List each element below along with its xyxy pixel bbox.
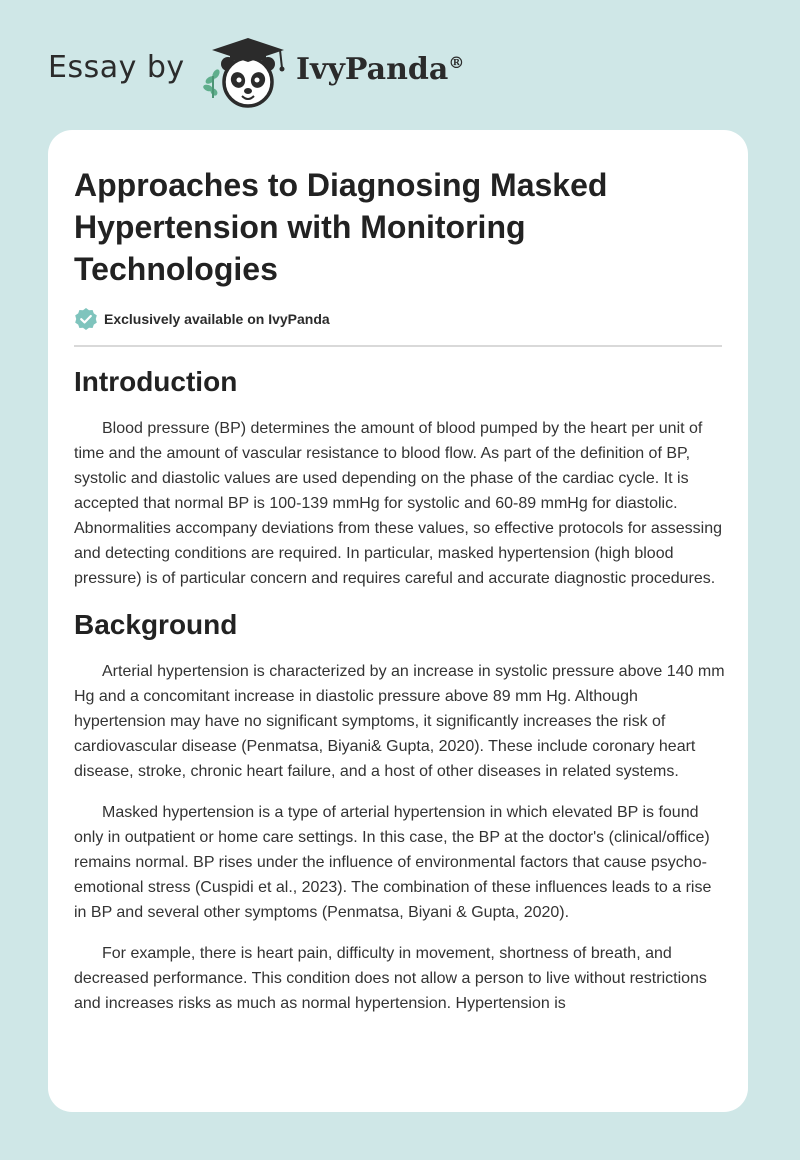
- title-divider: [74, 345, 722, 347]
- brand-prefix: Essay by: [48, 50, 185, 85]
- paragraph: Arterial hypertension is characterized by an increase in systolic pressure above 140 mm Hg and a concomitant increase in diastolic pressure above 89 mm Hg. Although hypertension may have no significant symptoms, it significantly increases the risk of cardiovascular disease (Penmatsa, Biyani& Gupta, 2020). These include coronary heart disease, stroke, chronic heart failure, and a host of other diseases in related systems.: [74, 663, 725, 780]
- article-body: [74, 362, 726, 1016]
- check-badge-icon: [74, 307, 98, 331]
- panda-graduate-logo-icon[interactable]: [200, 34, 296, 112]
- section-introduction: [74, 362, 726, 591]
- section-heading: Background: [74, 609, 238, 640]
- site-header: [0, 0, 800, 130]
- article-card: [48, 130, 748, 1112]
- section-heading: Introduction: [74, 366, 238, 397]
- paragraph: Masked hypertension is a type of arterial hypertension in which elevated BP is found only in outpatient or home care settings. In this case, the BP at the doctor's (clinical/office) remains normal. BP rises under the influence of environmental factors that cause psycho-emotional stress (Cuspidi et al., 2023). The combination of these influences leads to a rise in BP and several other symptoms (Penmatsa, Biyani & Gupta, 2020).: [74, 804, 712, 921]
- registered-mark: ®: [448, 53, 465, 72]
- section-background: [74, 605, 726, 1016]
- exclusive-label: Exclusively available on IvyPanda: [104, 311, 330, 327]
- brand-name[interactable]: IvyPanda®: [296, 52, 465, 87]
- paragraph: Blood pressure (BP) determines the amount of blood pumped by the heart per unit of time and the amount of vascular resistance to blood flow. As part of the definition of BP, systolic and diastolic values are used depending on the phase of the cardiac cycle. It is accepted that normal BP is 100-139 mmHg for systolic and 60-89 mmHg for diastolic. Abnormalities accompany deviations from these values, so effective protocols for assessing and detecting conditions are required. In particular, masked hypertension (high blood pressure) is of particular concern and requires careful and accurate diagnostic procedures.: [74, 420, 723, 587]
- exclusive-badge: [74, 306, 330, 332]
- article-title: Approaches to Diagnosing Masked Hypertension with Monitoring Technologies: [74, 167, 608, 287]
- paragraph: For example, there is heart pain, difficulty in movement, shortness of breath, and decreased performance. This condition does not allow a person to live without restrictions and increases risks as much as normal hypertension. Hypertension is: [74, 945, 707, 1012]
